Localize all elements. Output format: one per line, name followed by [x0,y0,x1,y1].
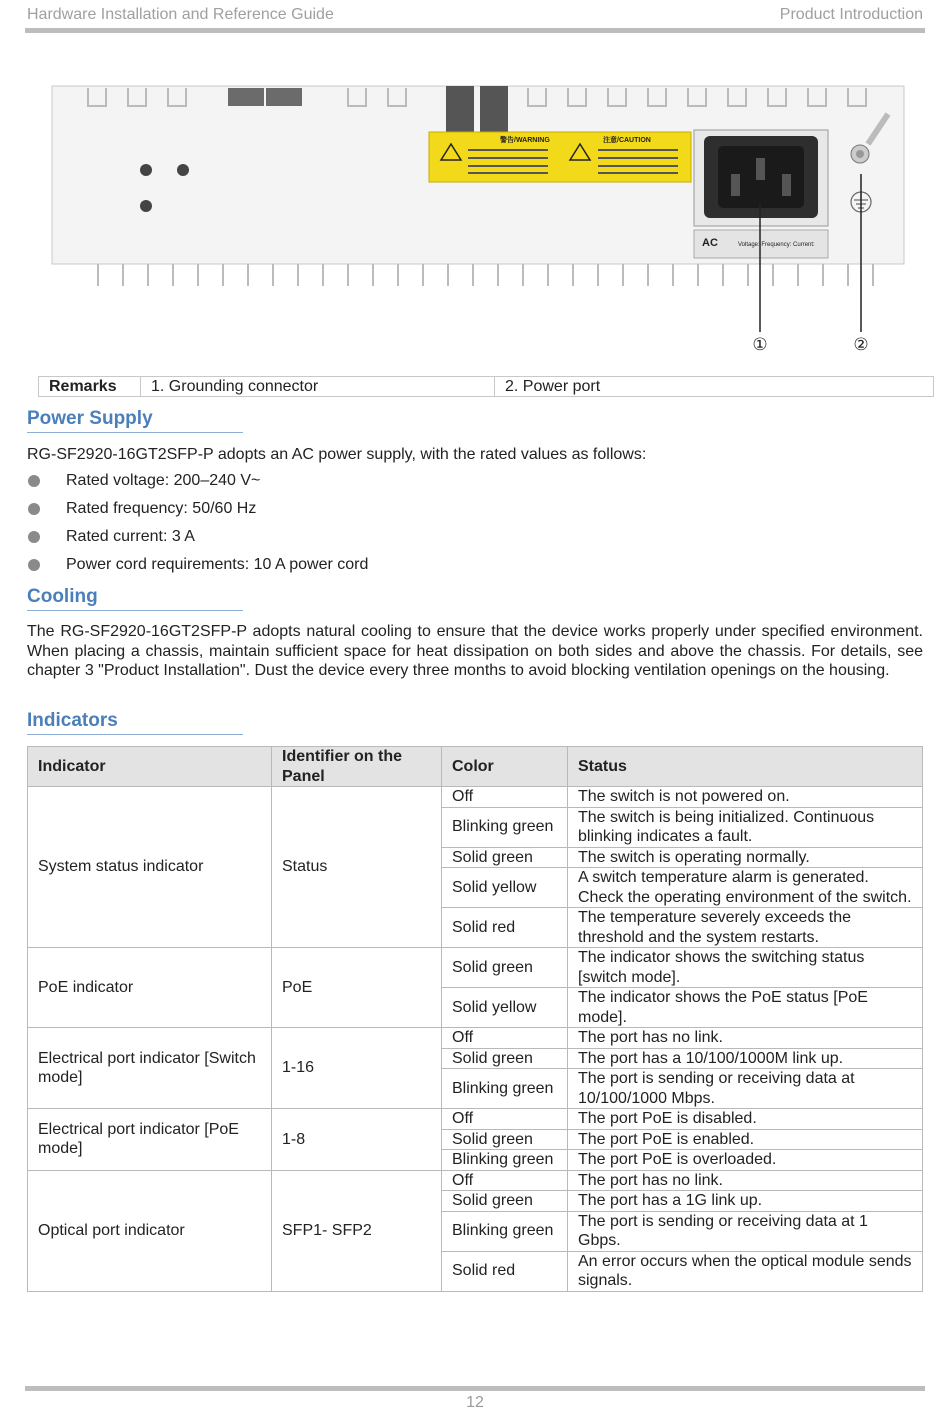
color-cell: Solid red [442,908,568,948]
indicator-name: Optical port indicator [28,1170,272,1291]
table-row [28,1109,923,1130]
cooling-paragraph: The RG-SF2920-16GT2SFP-P adopts natural cooling to ensure that the device works properly under specified environment. When placing a chassis, maintain sufficient space for heat dissipation on both sides and above the chassis. For details, see chapter 3 "Product Installation". Dust the device every three months to avoid blocking ventilation openings on the housing. [27,623,923,679]
indicator-id: 1-8 [272,1109,442,1171]
table-row [28,948,923,988]
color-cell: Off [442,1028,568,1049]
bullet-dot [28,475,40,487]
page-number: 12 [466,1394,484,1411]
color-cell: Solid green [442,948,568,988]
status-cell: The port has no link. [568,1170,923,1191]
power-supply-heading: Power Supply [27,408,243,433]
page-header [27,6,923,26]
color-cell: Blinking green [442,1211,568,1251]
status-cell: The port has a 1G link up. [568,1191,923,1212]
remark-grounding: 1. Grounding connector [141,377,495,397]
remarks-table [38,376,934,397]
ac-label: AC [702,237,718,249]
status-cell: An error occurs when the optical module sends signals. [568,1251,923,1291]
indicators-table [27,746,923,1292]
col-status: Status [568,747,923,787]
color-cell: Solid green [442,847,568,868]
callout-2: ② [853,335,869,355]
header-divider [25,28,925,33]
col-indicator: Indicator [28,747,272,787]
color-cell: Off [442,1109,568,1130]
remark-power-port: 2. Power port [495,377,934,397]
caution-label: 注意/CAUTION [603,137,651,144]
bullet-dot [28,503,40,515]
callout-1: ① [752,335,768,355]
color-cell: Solid yellow [442,988,568,1028]
color-cell: Blinking green [442,807,568,847]
status-cell: The switch is being initialized. Continuous blinking indicates a fault. [568,807,923,847]
status-cell: The indicator shows the PoE status [PoE mode]. [568,988,923,1028]
status-cell: The port PoE is disabled. [568,1109,923,1130]
color-cell: Solid yellow [442,868,568,908]
color-cell: Solid green [442,1048,568,1069]
color-cell: Solid red [442,1251,568,1291]
footer-divider [25,1386,925,1391]
indicator-name: Electrical port indicator [PoE mode] [28,1109,272,1171]
cooling-heading: Cooling [27,586,243,611]
status-cell: The temperature severely exceeds the threshold and the system restarts. [568,908,923,948]
rating-label: Voltage: Frequency: Current: [738,242,815,248]
table-row [28,787,923,808]
table-row [28,1170,923,1191]
indicator-id: 1-16 [272,1028,442,1109]
status-cell: The switch is not powered on. [568,787,923,808]
color-cell: Off [442,1170,568,1191]
col-color: Color [442,747,568,787]
status-cell: The port has a 10/100/1000M link up. [568,1048,923,1069]
remarks-label: Remarks [39,377,141,397]
header-doc-title: Hardware Installation and Reference Guide [27,6,334,23]
status-cell: The switch is operating normally. [568,847,923,868]
indicator-name: Electrical port indicator [Switch mode] [28,1028,272,1109]
indicator-id: SFP1- SFP2 [272,1170,442,1291]
status-cell: The indicator shows the switching status [switch mode]. [568,948,923,988]
status-cell: The port is sending or receiving data at 10/100/1000 Mbps. [568,1069,923,1109]
indicator-id: PoE [272,948,442,1028]
rear-panel-figure [48,78,908,358]
indicators-heading: Indicators [27,710,243,735]
color-cell: Solid green [442,1129,568,1150]
indicator-name: PoE indicator [28,948,272,1028]
color-cell: Blinking green [442,1069,568,1109]
bullet-dot [28,531,40,543]
power-supply-intro: RG-SF2920-16GT2SFP-P adopts an AC power supply, with the rated values as follows: [27,446,647,463]
table-row [28,1028,923,1049]
header-chapter-title: Product Introduction [779,6,923,23]
color-cell: Off [442,787,568,808]
status-cell: The port PoE is overloaded. [568,1150,923,1171]
status-cell: The port is sending or receiving data at 1 Gbps. [568,1211,923,1251]
indicator-name: System status indicator [28,787,272,948]
bullet-dot [28,559,40,571]
color-cell: Solid green [442,1191,568,1212]
col-identifier: Identifier on the Panel [272,747,442,787]
color-cell: Blinking green [442,1150,568,1171]
warning-label: 警告/WARNING [500,137,550,144]
status-cell: The port has no link. [568,1028,923,1049]
status-cell: The port PoE is enabled. [568,1129,923,1150]
indicator-id: Status [272,787,442,948]
status-cell: A switch temperature alarm is generated. Check the operating environment of the switch. [568,868,923,908]
